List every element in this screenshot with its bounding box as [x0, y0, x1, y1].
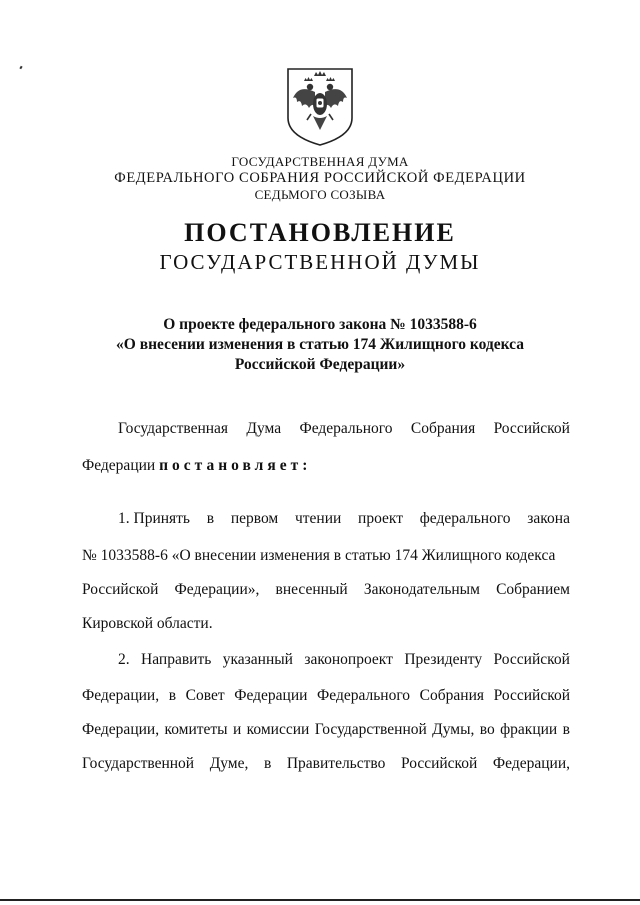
- coat-of-arms-icon: [285, 66, 355, 148]
- org-name-line1: ГОСУДАРСТВЕННАЯ ДУМА: [231, 154, 409, 169]
- scan-speck: [19, 66, 22, 70]
- org-convocation: СЕДЬМОГО СОЗЫВА: [254, 187, 386, 202]
- item2-line1: 2. Направить указанный законопроект Президенту Российской: [118, 651, 570, 668]
- preamble-line2: Федерации постановляет:: [82, 457, 312, 474]
- item1-line2: № 1033588-6 «О внесении изменения в статью 174 Жилищного кодекса: [82, 547, 556, 564]
- item2-line2: Федерации, в Совет Федерации Федерального Собрания Российской: [82, 687, 570, 704]
- preamble-line1: Государственная Дума Федерального Собрания Российской: [118, 420, 570, 437]
- page-bottom-rule: [0, 899, 640, 901]
- subject-line1: О проекте федерального закона № 1033588-6: [163, 316, 477, 333]
- item1-line3: Российской Федерации», внесенный Законодательным Собранием: [82, 581, 570, 598]
- subject-line3: Российской Федерации»: [234, 356, 406, 373]
- item2-line4: Государственной Думе, в Правительство Российской Федерации,: [82, 755, 570, 772]
- item1-line1: 1. Принять в первом чтении проект федерального закона: [118, 510, 570, 527]
- item1-line4: Кировской области.: [82, 615, 213, 632]
- document-title: ПОСТАНОВЛЕНИЕ: [184, 218, 456, 247]
- org-name-line2: ФЕДЕРАЛЬНОГО СОБРАНИЯ РОССИЙСКОЙ ФЕДЕРАЦИИ: [114, 170, 526, 186]
- item2-line3: Федерации, комитеты и комиссии Государственной Думы, во фракции в: [82, 721, 570, 738]
- document-subtitle: ГОСУДАРСТВЕННОЙ ДУМЫ: [159, 250, 481, 274]
- subject-line2: «О внесении изменения в статью 174 Жилищного кодекса: [116, 336, 524, 353]
- resolves-word: постановляет:: [159, 457, 312, 474]
